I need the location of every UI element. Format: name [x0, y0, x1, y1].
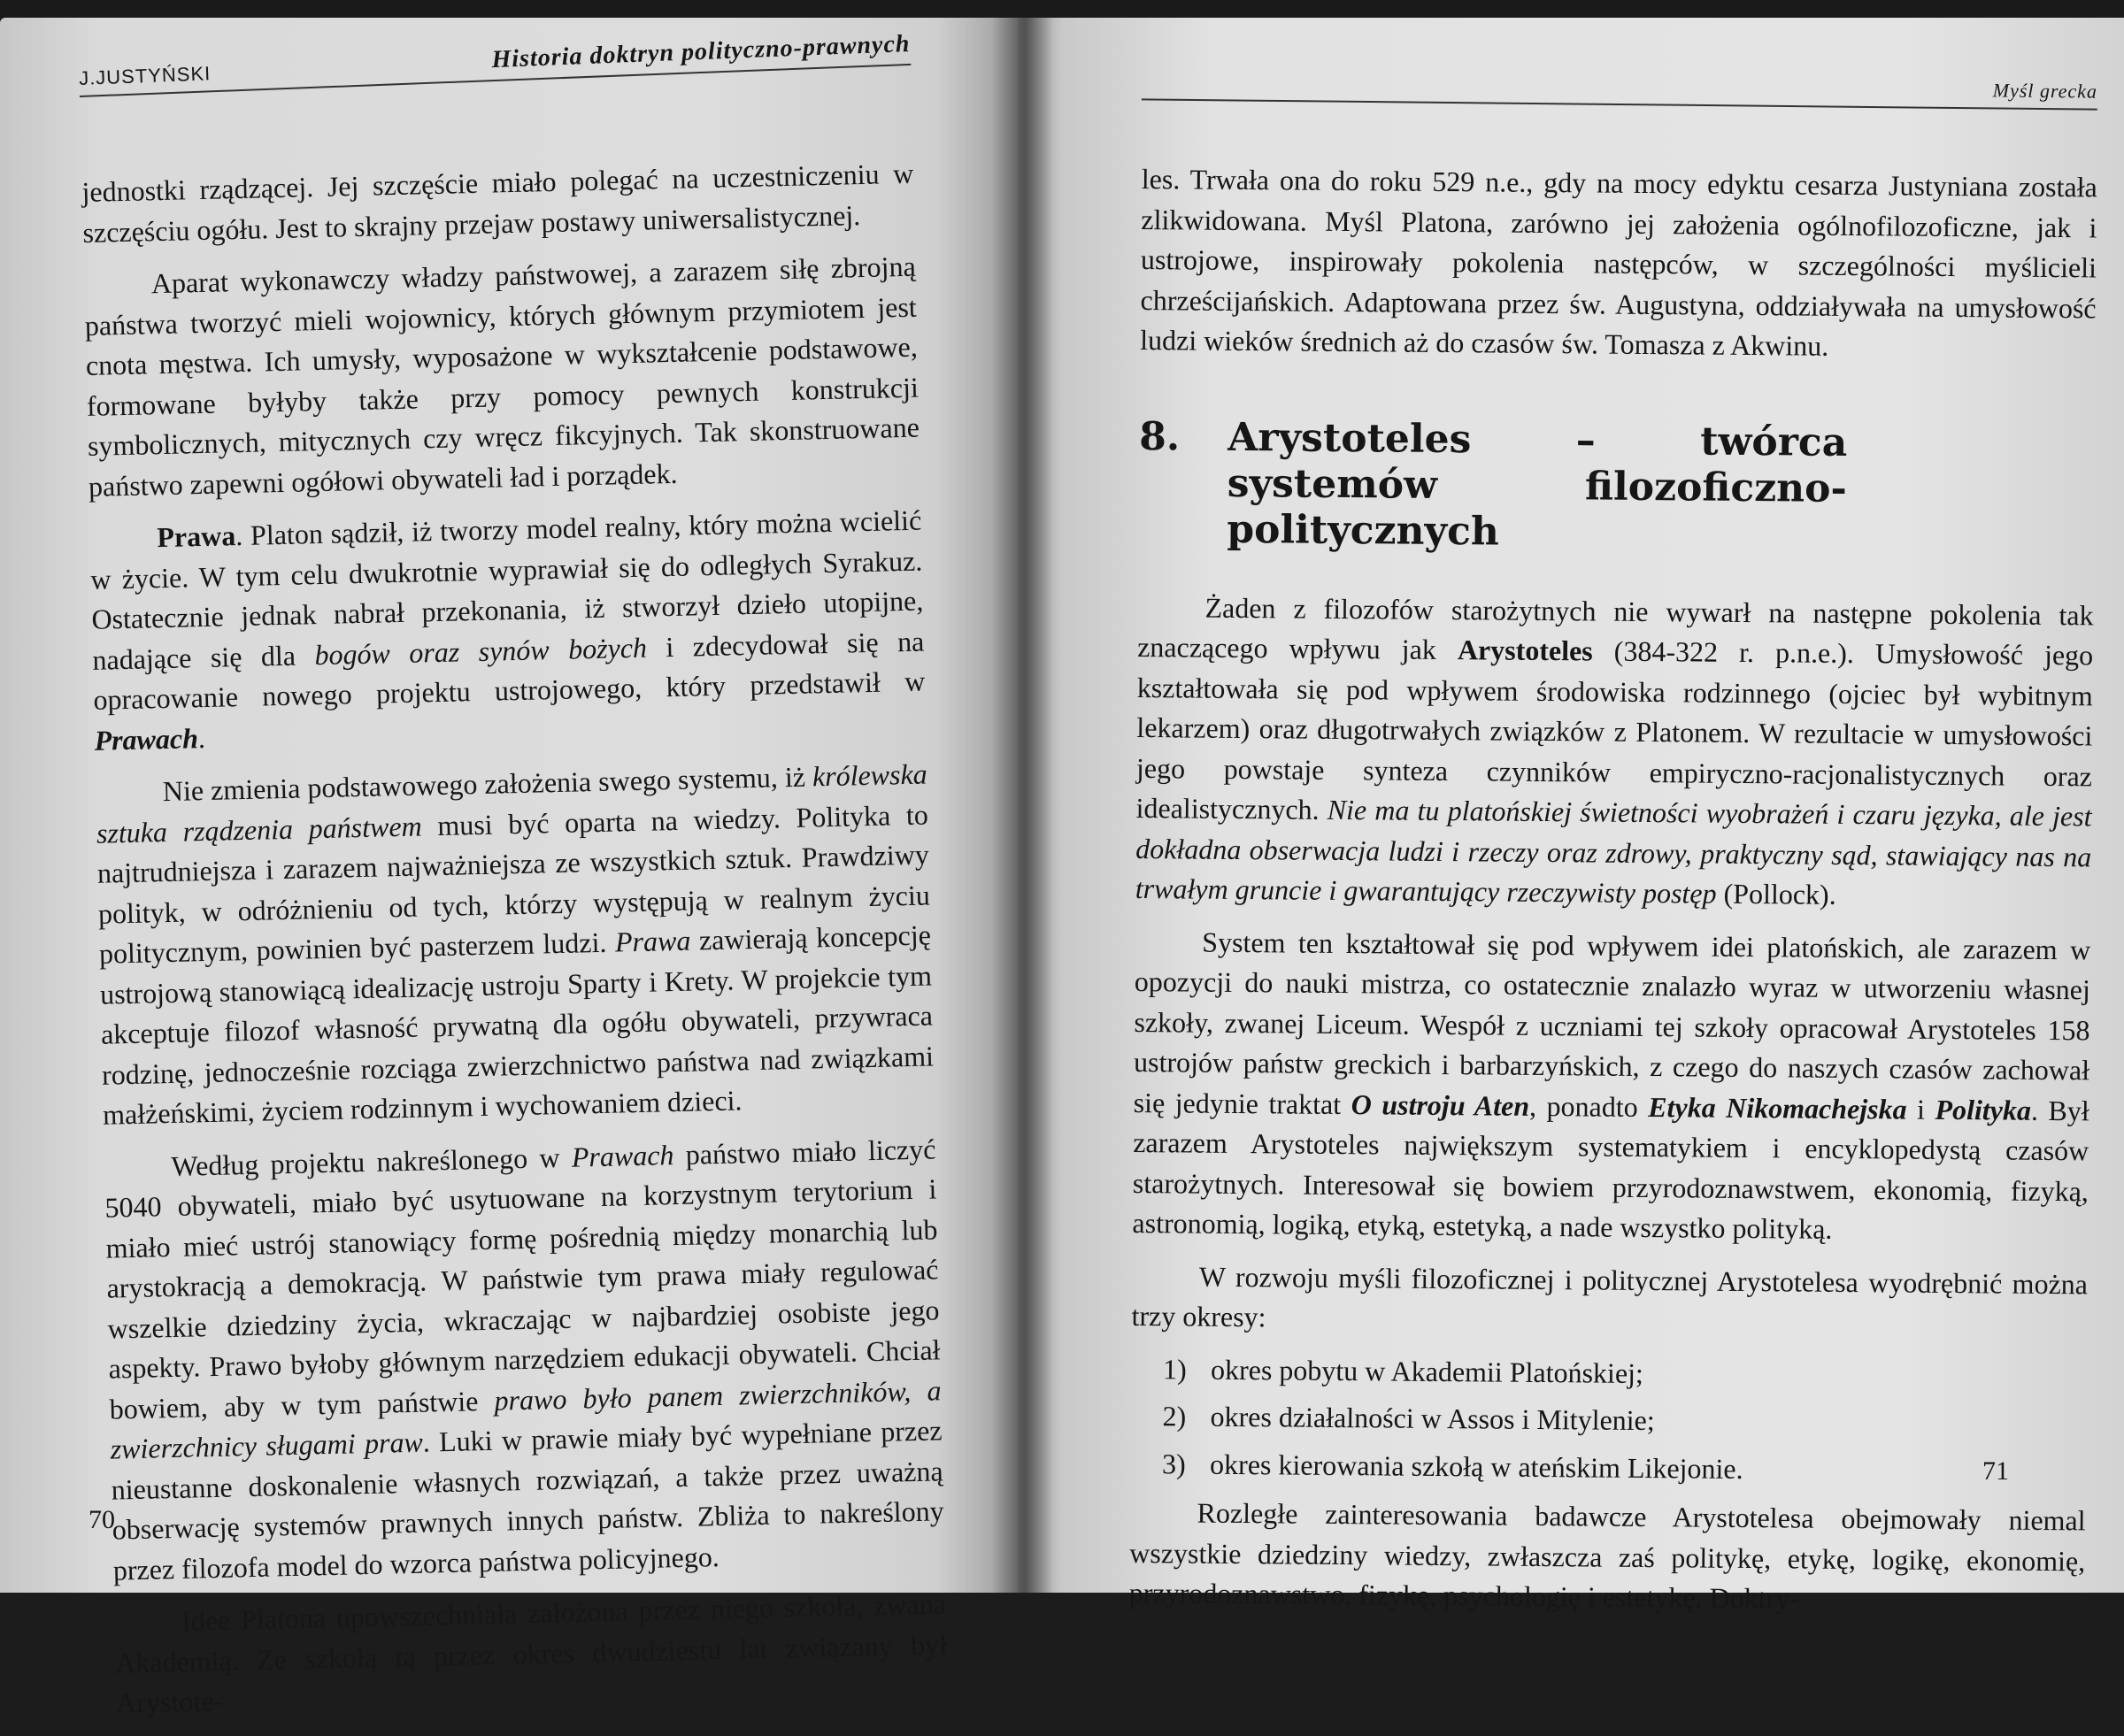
section-heading — [1138, 413, 2095, 559]
list-item: 2) okres działalności w Assos i Mitylenie; — [1162, 1400, 1655, 1437]
right-page — [1018, 18, 2124, 1615]
section-title: Arystoteles – twórca systemów filozoficzno-politycznych — [1227, 414, 1848, 555]
right-body-text — [1129, 159, 2097, 1634]
paragraph: Idee Platona upowszechniała założona przez niego szkoła, zwana Akademią. Ze szkołą tą przez okres dwudziestu lat związany był Arystote- — [114, 1587, 948, 1719]
left-running-head — [78, 30, 911, 97]
section-number: 8. — [1139, 413, 1181, 459]
book-title: Historia doktryn polityczno-prawnych — [490, 29, 911, 74]
book-gutter — [991, 18, 1053, 1593]
paragraph: Rozległe zainteresowania badawcze Arystotelesa obejmowały niemal wszystkie dziedziny wiedzy, zwłaszcza zaś politykę, etykę, logikę, ekonomię, przyrodoznawstwo, fizykę, psychologię i estetykę. Doktry- — [1128, 1496, 2086, 1615]
page-number: 70 — [88, 1505, 115, 1534]
paragraph: System ten kształtował się pod wpływem idei platońskich, ale zarazem w opozycji do nauki mistrza, co ostatecznie znalazło wyraz w utworzeniu własnej szkoły, zwanej Liceum. Wespół z uczniami tej szkoły opracował Arystoteles 158 ustrojów państw greckich i barbarzyńskich, z czego do naszych czasów zachował się jedynie traktat O ustroju Aten, ponadto Etyka Nikomachejska i Polityka. Był zarazem Arystoteles największym systematykiem i encyklopedystą czasów starożytnych. Interesował się bowiem przyrodoznawstwem, ekonomią, fizyką, astronomią, logiką, etyką, estetyką, a nade wszystko polityką. — [1132, 926, 2091, 1245]
paragraph: W rozwoju myśli filozoficznej i politycznej Arystotelesa wyodrębnić można trzy okresy: — [1131, 1260, 2089, 1333]
list-item: 3) okres kierowania szkołą w ateńskim Likejonie. — [1161, 1447, 1743, 1485]
page-number: 71 — [1982, 1456, 2009, 1486]
paragraph: Żaden z filozofów starożytnych nie wywarł na następne pokolenia tak znaczącego wpływu jak Arystoteles (384-322 r. p.n.e.). Umysłowość jego kształtowała się pod wpływem środowiska rodzinnego (ojciec był wybitnym lekarzem) oraz długotrwałych związków z Platonem. W rezultacie w umysłowości jego powstaje synteza czynników empiryczno-racjonalistycznych oraz idealistycznych. Nie ma tu platońskiej świetności wyobrażeń i czaru języka, ale jest dokładna obserwacja ludzi i rzeczy oraz zdrowy, praktyczny sąd, stawiający nas na trwałym gruncie i gwarantujący rzeczywisty postęp (Pollock). — [1135, 591, 2094, 910]
left-page — [0, 18, 1018, 1719]
paragraph: Aparat wykonawczy władzy państwowej, a zarazem siłę zbrojną państwa tworzyć mieli wojownicy, których głównym przymiotem jest cnota męstwa. Ich umysły, wyposażone w wykształcenie podstawowe, formowane byłyby także przy pomocy pewnych konstrukcji symbolicznych, mitycznych czy wręcz fikcyjnych. Tak skonstruowane państwo zapewni ogółowi obywateli ład i porządek. — [84, 250, 920, 503]
paragraph: les. Trwała ona do roku 529 n.e., gdy na mocy edyktu cesarza Justyniana została zlikwidowana. Myśl Platona, zarówno jej założenia ogólnofilozoficzne, jak i ustrojowe, inspirowały pokolenia następców, w szczególności myślicieli chrześcijańskich. Adaptowana przez św. Augustyna, oddziaływała na umysłowość ludzi wieków średnich aż do czasów św. Tomasza z Akwinu. — [1140, 162, 2097, 362]
paragraph: Prawa. Platon sądził, iż tworzy model realny, który można wcielić w życie. W tym celu dwukrotnie wyprawiał się do odległych Syrakuz. Ostatecznie jednak nabrał przekonania, iż stworzył dzieło utopijne, nadające się dla bogów oraz synów bożych i zdecydował się na opracowanie nowego projektu ustrojowego, który przedstawił w Prawach. — [90, 503, 926, 757]
periods-list — [1130, 1348, 2087, 1492]
paragraph: Według projektu nakreślonego w Prawach państwo miało liczyć 5040 obywateli, miało być usytuowane na korzystnym terytorium i miało mieć ustrój stanowiący formę pośrednią między monarchią lub arystokracją a demokracją. W państwie tym prawa miały regulować wszelkie dziedziny życia, wkraczając w najbardziej osobiste jego aspekty. Prawo byłoby głównym narzędziem edukacji obywateli. Chciał bowiem, aby w tym państwie prawo było panem zwierzchników, a zwierzchnicy sługami praw. Luki w prawie miały być wypełniane przez nieustanne doskonalenie własnych rozwiązań, a także przez uważną obserwację systemów prawnych innych państw. Zbliża to nakreślony przez filozofa model do wzorca państwa policyjnego. — [104, 1132, 944, 1586]
paragraph: jednostki rządzącej. Jej szczęście miało polegać na uczestniczeniu w szczęściu ogółu. Jest to skrajny przejaw postawy uniwersalistycznej. — [81, 157, 914, 249]
list-item: 1) okres pobytu w Akademii Platońskiej; — [1162, 1352, 1644, 1389]
paragraph: Nie zmienia podstawowego założenia swego systemu, iż królewska sztuka rządzenia państwem musi być oparta na wiedzy. Polityka to najtrudniejsza i zarazem najważniejsza ze wszystkich sztuk. Prawdziwy polityk, w odróżnieniu od tych, którzy występują w realnym życiu politycznym, powinien być pasterzem ludzi. Prawa zawierają koncepcję ustrojową stanowiącą idealizację ustroju Sparty i Krety. W projekcie tym akceptuje filozof własność prywatną dla ogółu obywateli, przywraca rodzinę, jednocześnie rozciąga zwierzchnictwo państwa nad związkami małżeńskimi, życiem rodzinnym i wychowaniem dzieci. — [96, 757, 935, 1131]
left-body-text — [81, 154, 949, 1736]
right-running-head — [1142, 70, 2097, 110]
chapter-title: Myśl grecka — [1992, 79, 2098, 103]
author-name: J.JUSTYŃSKI — [78, 62, 212, 90]
